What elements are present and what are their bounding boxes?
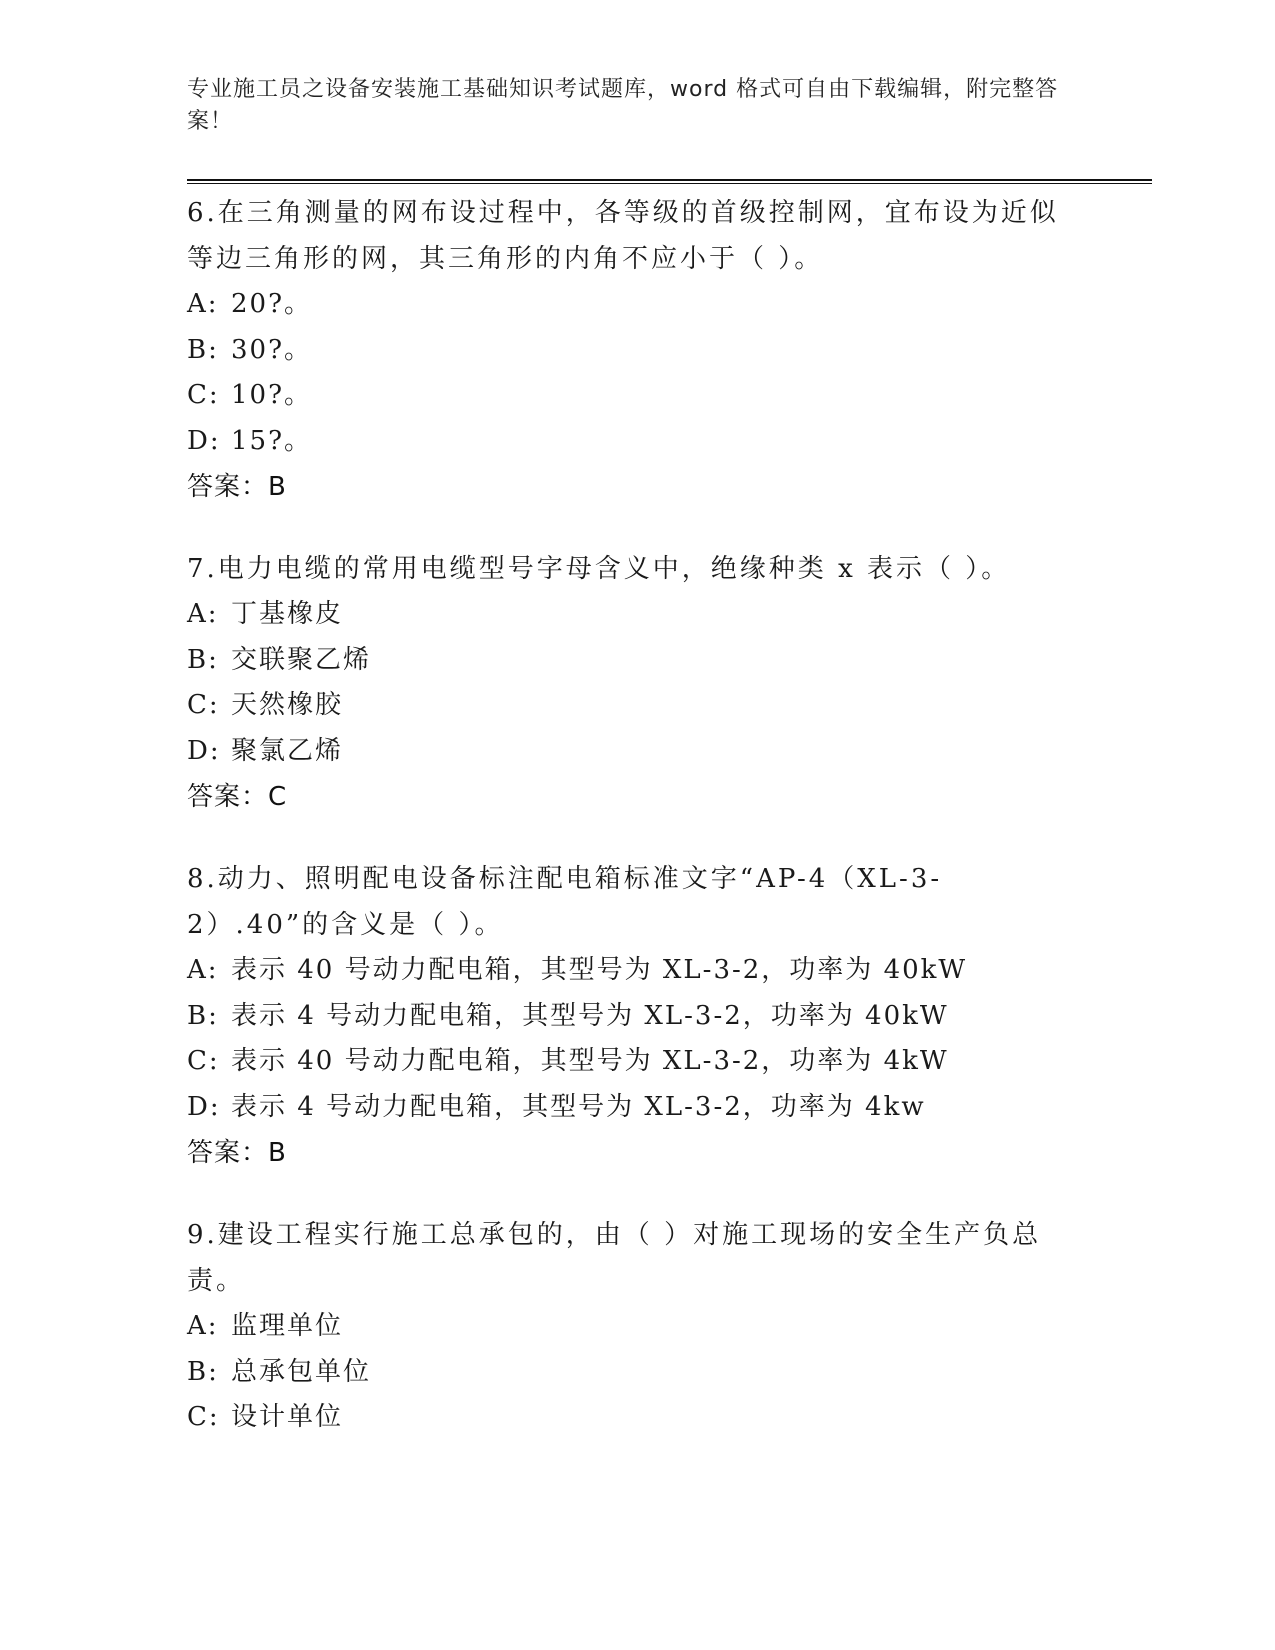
question-stem: 6.在三角测量的网布设过程中，各等级的首级控制网，宜布设为近似等边三角形的网，其三角形的内角不应小于（ ）。 [187, 198, 1059, 274]
option-c [187, 1395, 1067, 1441]
document-header: 专业施工员之设备安装施工基础知识考试题库，word 格式可自由下载编辑，附完整答案！ [187, 77, 1059, 134]
answer-line: 答案：B [187, 1138, 287, 1168]
option-b [187, 328, 1067, 374]
option-text: 总承包单位 [231, 1356, 372, 1387]
option-text: 10?。 [231, 380, 313, 410]
option-c [187, 1039, 1067, 1085]
question-stem: 8.动力、照明配电设备标注配电箱标准文字“AP-4（XL-3-2）.40”的含义是（ ）。 [187, 864, 943, 940]
option-d [187, 729, 1067, 775]
option-text: 交联聚乙烯 [231, 644, 372, 675]
answer-line: 答案：C [187, 782, 288, 812]
option-letter: C: [187, 1402, 220, 1432]
option-text: 天然橡胶 [231, 690, 344, 720]
option-a [187, 948, 1067, 994]
option-text: 设计单位 [231, 1402, 344, 1432]
option-letter: A: [187, 289, 219, 319]
option-b [187, 994, 1067, 1040]
option-letter: B: [187, 1000, 219, 1031]
option-text: 表示 4 号动力配电箱，其型号为 XL-3-2，功率为 4kw [231, 1091, 926, 1122]
option-a [187, 592, 1067, 638]
question-stem: 9.建设工程实行施工总承包的，由（ ）对施工现场的安全生产负总责。 [187, 1220, 1042, 1296]
answer-line: 答案：B [187, 472, 287, 502]
option-a [187, 1304, 1067, 1350]
question-list [187, 190, 1067, 1477]
option-letter: A: [187, 1311, 219, 1341]
option-c [187, 683, 1067, 729]
header-divider [187, 179, 1152, 184]
question-6 [187, 190, 1067, 510]
option-b [187, 638, 1067, 684]
question-7 [187, 546, 1067, 820]
question-stem: 7.电力电缆的常用电缆型号字母含义中，绝缘种类 x 表示（ ）。 [187, 554, 1011, 584]
option-letter: D: [187, 1091, 221, 1122]
option-letter: B: [187, 334, 219, 365]
question-8 [187, 856, 1067, 1176]
option-text: 15?。 [231, 425, 313, 456]
option-letter: C: [187, 380, 220, 410]
option-text: 30?。 [231, 334, 313, 365]
option-d [187, 419, 1067, 465]
option-text: 聚氯乙烯 [231, 735, 344, 766]
option-text: 表示 40 号动力配电箱，其型号为 XL-3-2，功率为 4kW [231, 1046, 949, 1076]
option-letter: B: [187, 644, 219, 675]
option-letter: B: [187, 1356, 219, 1387]
option-text: 20?。 [231, 289, 313, 319]
option-text: 丁基橡皮 [231, 599, 344, 629]
option-letter: C: [187, 690, 220, 720]
option-text: 表示 40 号动力配电箱，其型号为 XL-3-2，功率为 40kW [231, 955, 968, 985]
option-c [187, 373, 1067, 419]
option-letter: A: [187, 599, 219, 629]
option-a [187, 282, 1067, 328]
option-b [187, 1350, 1067, 1396]
option-letter: D: [187, 425, 221, 456]
option-text: 表示 4 号动力配电箱，其型号为 XL-3-2，功率为 40kW [231, 1000, 949, 1031]
option-text: 监理单位 [231, 1311, 344, 1341]
option-letter: A: [187, 955, 219, 985]
option-d [187, 1085, 1067, 1131]
option-letter: D: [187, 735, 221, 766]
question-9 [187, 1212, 1067, 1441]
option-letter: C: [187, 1046, 220, 1076]
